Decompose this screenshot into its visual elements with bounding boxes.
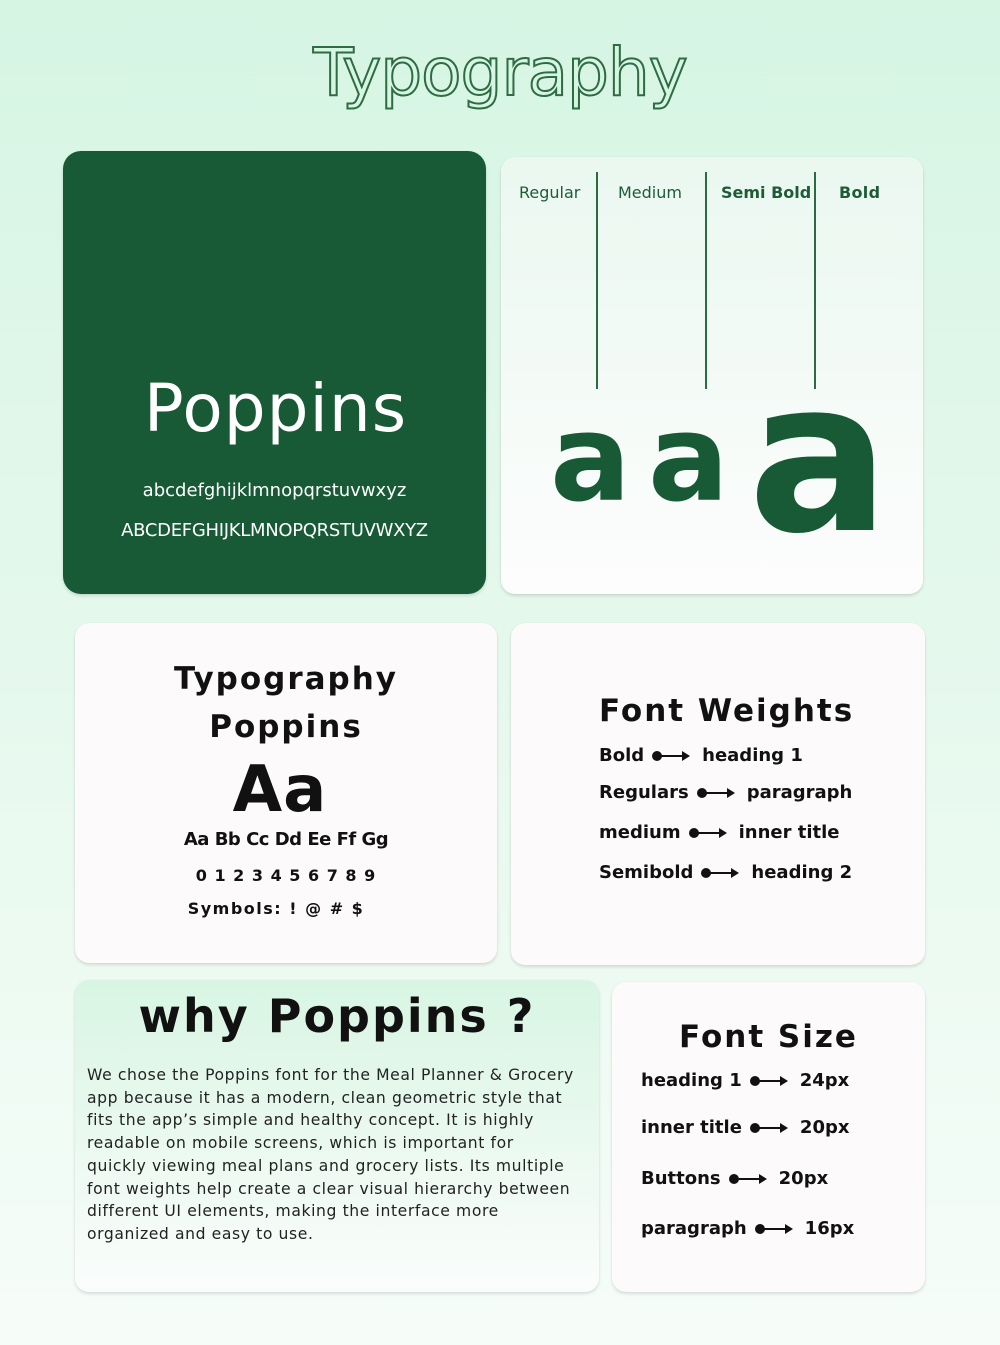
weight-usage: inner title [738,822,840,843]
weight-name: Semibold [599,862,694,883]
why-poppins-paragraph [87,1064,591,1246]
size-value: 20px [799,1117,850,1138]
glyph-sample-small: a [550,390,631,529]
arrow-right-icon [729,1173,767,1185]
size-value: 20px [778,1168,829,1189]
weight-divider [596,172,598,389]
glyph-sample-medium: a [648,390,729,529]
arrow-right-icon [750,1122,788,1134]
arrow-right-icon [689,827,727,839]
size-element: Buttons [641,1168,721,1189]
paragraph-line: organized and easy to use. [87,1224,314,1243]
specimen-font-name: Poppins [209,709,363,745]
page-title: Typography [313,34,687,111]
paragraph-line: fits the app’s simple and healthy concept. It is highly [87,1111,534,1130]
size-element: inner title [641,1117,742,1138]
lowercase-alphabet: abcdefghijklmnopqrstuvwxyz [142,480,407,501]
font-weights-title: Font Weights [599,693,855,729]
weight-usage: heading 1 [702,745,803,766]
paragraph-line: readable on mobile screens, which is important for [87,1134,514,1153]
paragraph-line: We chose the Poppins font for the Meal Planner & Grocery [87,1066,574,1084]
paragraph-line: app because it has a modern, clean geometric style that [87,1088,563,1107]
arrow-right-icon [755,1223,793,1235]
uppercase-alphabet: ABCDEFGHIJKLMNOPQRSTUVWXYZ [121,520,428,541]
paragraph-line: quickly viewing meal plans and grocery lists. Its multiple [87,1156,565,1175]
size-row [641,1166,828,1192]
font-size-title: Font Size [679,1019,858,1055]
weight-usage: paragraph [746,782,853,803]
weight-name: medium [599,822,681,843]
weight-name: Regulars [599,782,689,803]
specimen-big-sample: Aa [232,753,328,827]
specimen-title: Typography [173,661,399,697]
weight-label-semibold: Semi Bold [721,183,812,202]
arrow-right-icon [652,750,690,762]
why-poppins-title: why Poppins ? [138,989,536,1043]
weight-row [599,820,840,846]
specimen-digits: 0 1 2 3 4 5 6 7 8 9 [195,866,377,885]
arrow-right-icon [697,787,735,799]
glyph-sample-large: a [748,335,890,580]
weight-usage: heading 2 [751,862,853,883]
font-name: Poppins [143,370,408,447]
weight-row [599,743,803,769]
weight-divider [705,172,707,389]
size-element: heading 1 [641,1070,742,1091]
arrow-right-icon [701,867,739,879]
size-row [641,1216,854,1242]
size-row [641,1068,849,1094]
weight-label-medium: Medium [618,183,682,202]
weight-label-regular: Regular [519,183,581,202]
weight-row [599,780,852,806]
size-value: 24px [799,1070,850,1091]
paragraph-line: font weights help create a clear visual hierarchy between [87,1179,571,1198]
specimen-symbols: Symbols: ! @ # $ [187,899,365,918]
specimen-letter-pairs: Aa Bb Cc Dd Ee Ff Gg [183,829,389,850]
weight-row [599,860,852,886]
arrow-right-icon [750,1075,788,1087]
size-row [641,1115,849,1141]
paragraph-line: different UI elements, making the interface more [87,1202,499,1221]
weight-label-bold: Bold [839,183,881,202]
size-value: 16px [804,1218,855,1239]
size-element: paragraph [641,1218,747,1239]
weight-name: Bold [599,745,645,766]
